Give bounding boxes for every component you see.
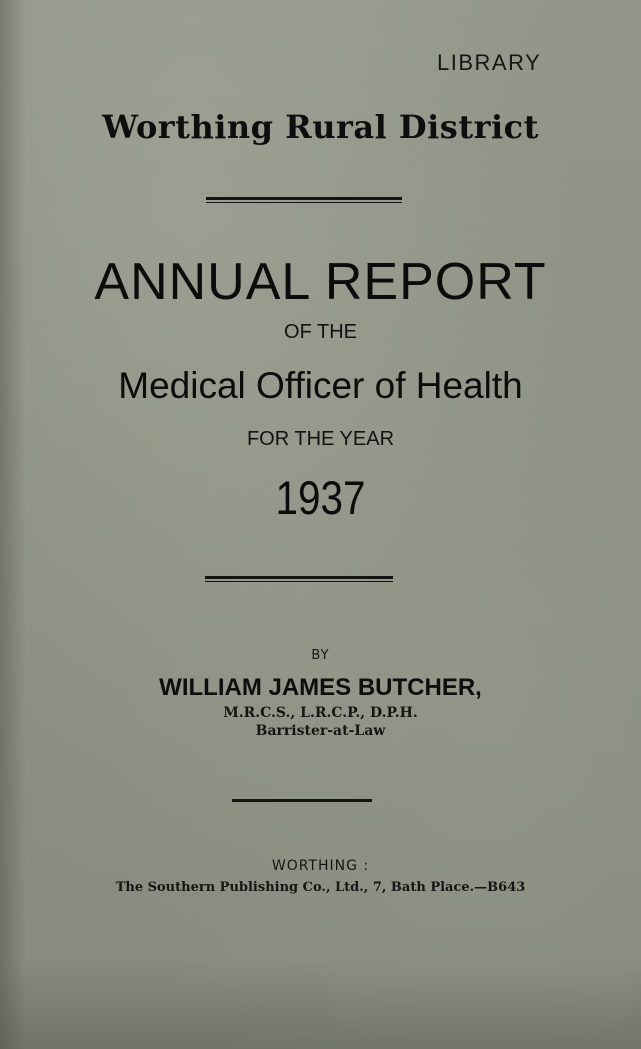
- bottom-divider-rule: [232, 799, 372, 802]
- publication-place: WORTHING :: [271, 858, 370, 874]
- publisher-line: The Southern Publishing Co., Ltd., 7, Bath Place.—B643: [115, 880, 526, 895]
- page-shadow-bottom: [0, 959, 641, 1049]
- report-year: 1937: [275, 471, 366, 524]
- by-line: BY: [311, 648, 330, 663]
- officer-title: Medical Officer of Health: [118, 365, 523, 406]
- author-profession: Barrister-at-Law: [255, 723, 386, 739]
- author-name: WILLIAM JAMES BUTCHER,: [159, 674, 482, 701]
- of-the-line: OF THE: [284, 321, 357, 343]
- library-stamp: LIBRARY: [437, 50, 542, 75]
- top-divider-rule: [206, 197, 402, 203]
- report-title: ANNUAL REPORT: [94, 253, 547, 311]
- middle-divider-rule: [205, 576, 393, 582]
- district-heading: Worthing Rural District: [102, 108, 539, 146]
- author-qualifications: M.R.C.S., L.R.C.P., D.P.H.: [223, 705, 418, 721]
- for-the-year-line: FOR THE YEAR: [246, 428, 395, 450]
